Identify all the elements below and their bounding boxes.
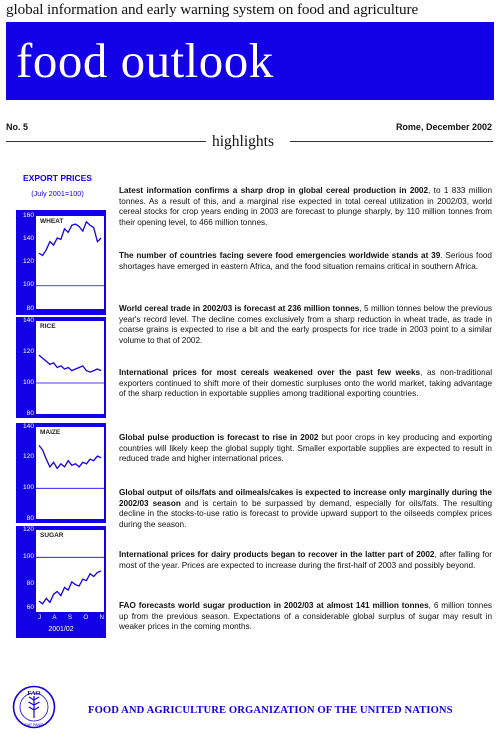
chart-svg bbox=[36, 216, 104, 309]
y-tick-label: 100 bbox=[22, 483, 34, 491]
fao-logo-icon bbox=[12, 685, 56, 729]
chart-panel-wheat bbox=[16, 210, 106, 315]
highlight-body: and is certain to be surpassed by demand, especially for oils/fats. The resulting decline in the stocks-to-use ratio is forecast to provide upward support to the oilseeds complex prices during the season. bbox=[119, 498, 492, 529]
chart-panel-rice bbox=[16, 317, 106, 418]
highlight-lead: International prices for dairy products began to recover in the latter part of 2002 bbox=[119, 550, 435, 559]
divider-left bbox=[6, 141, 206, 142]
y-tick-label: 140 bbox=[22, 422, 34, 430]
highlight-paragraph bbox=[119, 433, 492, 465]
y-tick-label: 100 bbox=[22, 281, 34, 289]
y-tick-label: 120 bbox=[22, 258, 34, 265]
y-tick-label: 60 bbox=[26, 604, 34, 611]
publication-title: food outlook bbox=[16, 33, 274, 88]
y-tick-label: 100 bbox=[22, 552, 34, 560]
chart-title: WHEAT bbox=[40, 218, 64, 225]
y-tick-label: 140 bbox=[22, 316, 34, 324]
highlight-body: , to 1 833 million tonnes. As a result of this, and a marginal rise expected in total cereal utilization in 2002/03, world cereal stocks for crop years ending in 2003 are forecast to plunge sharply, by 110 million tonnes from their opening level, to 466 million tonnes. bbox=[119, 186, 492, 227]
y-tick-label: 120 bbox=[22, 525, 34, 533]
highlight-lead: International prices for most cereals weakened over the past few weeks bbox=[119, 368, 421, 377]
highlight-paragraph bbox=[119, 368, 492, 400]
sidebar-title: EXPORT PRICES bbox=[23, 173, 92, 183]
highlight-lead: Latest information confirms a sharp drop in global cereal production in 2002 bbox=[119, 186, 429, 195]
x-axis-period: 2001/02 bbox=[48, 626, 74, 633]
y-tick-label: 80 bbox=[26, 514, 34, 522]
highlight-paragraph bbox=[119, 550, 492, 571]
chart-panel-maize bbox=[16, 423, 106, 523]
highlight-body: but poor crops in key producing and exporting countries will likely keep the global supply tight. Smaller exportable supplies are expected to result in reduced trade and higher international prices. bbox=[119, 433, 492, 464]
title-banner bbox=[6, 22, 494, 100]
y-tick-label: 160 bbox=[22, 211, 34, 219]
month-label: N bbox=[99, 614, 104, 621]
highlight-lead: Global pulse production is forecast to rise in 2002 bbox=[119, 433, 319, 442]
highlight-paragraph bbox=[119, 304, 492, 346]
section-heading: highlights bbox=[212, 133, 275, 150]
logo-motto: FIAT PANIS bbox=[24, 723, 44, 727]
highlight-body: , 6 million tonnes up from the previous season. Expectations of a considerable global surplus of sugar may result in weaker prices in the coming months. bbox=[119, 601, 492, 632]
month-label: S bbox=[67, 614, 73, 621]
sidebar-subtitle: (July 2001=100) bbox=[31, 189, 84, 198]
chart-svg bbox=[36, 321, 104, 414]
y-tick-label: 100 bbox=[22, 378, 34, 386]
highlight-lead: Global output of oils/fats and oilmeals/cakes is expected to increase only marginally during the 2002/03 season bbox=[119, 488, 492, 508]
chart-title: MAIZE bbox=[40, 429, 61, 436]
highlight-lead: The number of countries facing severe food emergencies worldwide stands at 39 bbox=[119, 251, 441, 260]
series-line bbox=[39, 355, 101, 372]
chart-title: SUGAR bbox=[40, 532, 64, 539]
highlight-body: , 5 million tonnes below the previous year's record level. The decline comes exclusively from a sharp reduction in wheat trade, as trade in coarse grains is expected to rise a bit and the early prospects for rice trade in 2003 point to a similar volume to that of 2002. bbox=[119, 304, 493, 345]
highlight-body: , as non-traditional exporters continued to shift more of their domestic surpluses onto the world market, taking advantage of the sharp reduction in exportable supplies among traditional exporting countries. bbox=[119, 368, 493, 399]
series-line bbox=[39, 571, 101, 604]
x-axis-months bbox=[38, 614, 104, 621]
y-tick-label: 80 bbox=[26, 409, 34, 417]
plot-area bbox=[36, 321, 104, 414]
logo-text: FAO bbox=[27, 690, 41, 697]
divider-right bbox=[290, 141, 493, 142]
series-line bbox=[39, 445, 101, 468]
highlight-body: , after falling for most of the year. Prices are expected to increase during the first-half of 2003 and possibly beyond. bbox=[119, 550, 492, 570]
highlight-lead: World cereal trade in 2002/03 is forecast at 236 million tonnes bbox=[119, 304, 360, 313]
highlight-paragraph bbox=[119, 488, 492, 530]
y-tick-label: 80 bbox=[26, 580, 34, 588]
plot-area bbox=[36, 530, 104, 612]
chart-svg bbox=[36, 427, 104, 519]
organization-name: FOOD AND AGRICULTURE ORGANIZATION OF THE UNITED NATIONS bbox=[88, 705, 453, 716]
series-line bbox=[39, 222, 101, 256]
highlight-paragraph bbox=[119, 186, 492, 228]
chart-panel-sugar bbox=[16, 526, 106, 612]
month-label: O bbox=[83, 614, 89, 621]
plot-area bbox=[36, 427, 104, 519]
dateline: Rome, December 2002 bbox=[395, 122, 492, 132]
tagline: global information and early warning system on food and agriculture bbox=[6, 1, 419, 18]
y-tick-label: 120 bbox=[22, 347, 34, 355]
y-tick-label: 80 bbox=[26, 304, 34, 312]
highlight-paragraph bbox=[119, 601, 492, 633]
y-tick-label: 120 bbox=[22, 453, 34, 461]
highlight-lead: FAO forecasts world sugar production in 2002/03 at almost 141 million tonnes bbox=[119, 601, 429, 610]
x-axis-panel bbox=[16, 612, 106, 638]
highlight-paragraph bbox=[119, 251, 492, 272]
month-label: A bbox=[52, 614, 57, 621]
plot-area bbox=[36, 216, 104, 309]
issue-number: No. 5 bbox=[6, 122, 29, 132]
y-tick-label: 140 bbox=[22, 234, 34, 242]
chart-title: RICE bbox=[40, 323, 56, 330]
highlight-body: . Serious food shortages have emerged in eastern Africa, and the food situation remains critical in southern Africa. bbox=[119, 251, 492, 271]
chart-svg bbox=[36, 530, 104, 612]
month-label: J bbox=[38, 614, 42, 621]
